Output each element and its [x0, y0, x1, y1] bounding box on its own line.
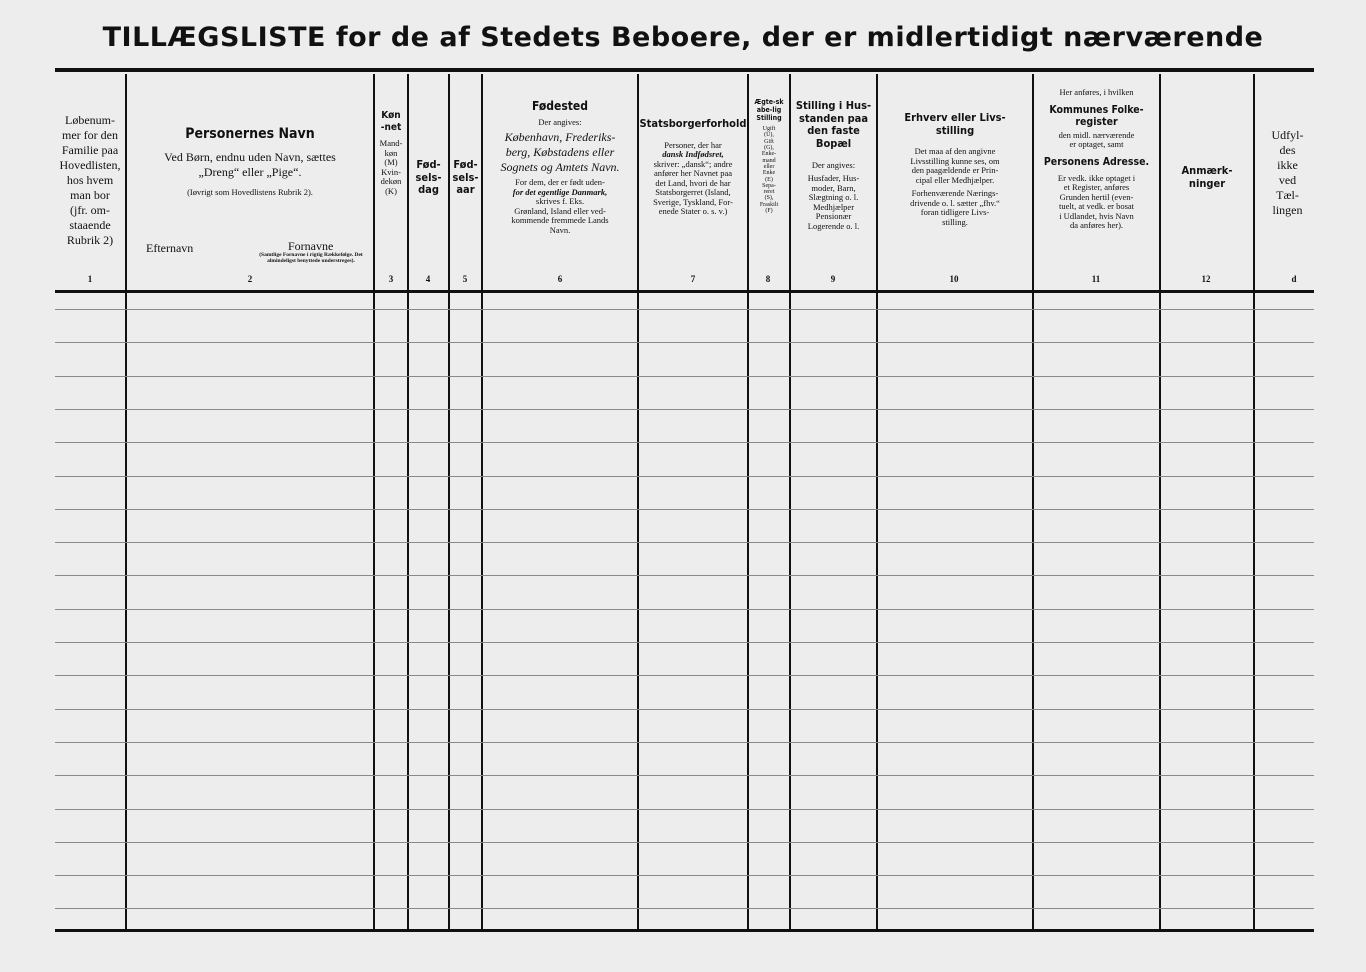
col10-text: cipal eller Medhjælper.	[915, 174, 995, 185]
column-7-header	[639, 118, 747, 238]
column-6-header	[483, 100, 637, 260]
col1-text: staaende	[69, 217, 111, 232]
col3-text: (M)	[384, 157, 398, 168]
entry-row-line	[55, 908, 1314, 909]
entry-row-line	[55, 542, 1314, 543]
col8-text: (G),	[764, 145, 774, 152]
col7-text: Sverige, Tyskland, For-	[653, 196, 733, 207]
entry-row-line	[55, 642, 1314, 643]
col3-heading: Køn-net	[380, 110, 402, 133]
entry-row-line	[55, 709, 1314, 710]
entry-row-line	[55, 309, 1314, 310]
column-number: 10	[949, 274, 959, 284]
col8-heading: Ægte-skabe-lig Stilling	[754, 98, 784, 123]
col7-text: Personer, der har	[664, 139, 722, 150]
col1-text: (jfr. om-	[70, 202, 110, 217]
col11-text: Her anføres, i hvilken	[1059, 88, 1134, 97]
col11-text: er optaget, samt	[1069, 139, 1124, 150]
col6-text: kommende fremmede Lands	[511, 215, 609, 226]
column-number: 6	[557, 274, 563, 284]
bottom-rule	[55, 929, 1314, 932]
col4-heading: Fød-sels-dag	[415, 158, 442, 197]
col7-text: dansk Indfødsret,	[662, 149, 724, 160]
col11-text: da anføres her).	[1069, 220, 1124, 231]
col9-text: Husfader, Hus-	[807, 173, 860, 184]
col7-heading: Statsborgerforhold	[639, 118, 747, 130]
col2-text: Ved Børn, endnu uden Navn, sættes	[164, 150, 336, 165]
column-number: 7	[690, 274, 696, 284]
column-1-header	[55, 80, 125, 280]
col6-text: Der angives:	[538, 116, 582, 127]
col9-text: Pensionær	[815, 211, 852, 222]
col10-text: stilling.	[942, 216, 968, 227]
column-number: 8	[765, 274, 771, 284]
col1-text: mer for den	[62, 127, 118, 142]
col8-text: (U),	[764, 132, 774, 139]
col8-text: Enke	[762, 170, 776, 177]
col6-text: berg, Købstadens eller	[505, 145, 615, 160]
col11-text: et Register, anføres	[1063, 182, 1130, 193]
col9-text: Der angives:	[811, 159, 856, 170]
entry-row-line	[55, 442, 1314, 443]
col10-text: foran tidligere Livs-	[920, 207, 990, 218]
col9-text: Logerende o. l.	[807, 220, 860, 231]
cold-text: Udfyl-	[1271, 128, 1304, 142]
cold-text: lingen	[1272, 203, 1303, 217]
column-number: 9	[830, 274, 836, 284]
col1-text: Rubrik 2)	[66, 232, 114, 247]
col2-firstname-label: Fornavne	[288, 239, 334, 253]
col8-text: mand	[762, 157, 776, 164]
col8-text: (F)	[765, 208, 773, 214]
col9-heading: Stilling i Hus-standen paa den faste Bopæl	[795, 100, 872, 150]
col11-text: tuelt, at vedk. er bosat	[1058, 201, 1135, 212]
col2-text: „Dreng“ eller „Pige“.	[198, 165, 302, 180]
col10-text: Forhenværende Nærings-	[911, 188, 999, 199]
column-number: 4	[425, 274, 431, 284]
col11-text: register	[1075, 115, 1118, 128]
column-10-header	[878, 112, 1032, 252]
col1-text: Hovedlisten,	[59, 157, 121, 172]
column-4-header	[409, 80, 448, 280]
column-number: 2	[247, 274, 253, 284]
entry-row-line	[55, 875, 1314, 876]
col10-text: drivende o. l. sætter „fhv.“	[910, 197, 1000, 208]
cold-text: ikke	[1277, 158, 1298, 172]
entry-row-line	[55, 575, 1314, 576]
entry-row-line	[55, 609, 1314, 610]
col2-text: (Iøvrigt som Hovedlistens Rubrik 2).	[187, 187, 313, 198]
col8-text: (E)	[765, 176, 773, 183]
entry-row-line	[55, 775, 1314, 776]
col2-surname-label: Efternavn	[146, 241, 194, 255]
entry-row-line	[55, 409, 1314, 410]
entry-row-line	[55, 476, 1314, 477]
col3-text: Kvin-	[381, 166, 401, 177]
column-3-header	[375, 110, 407, 240]
entry-row-line	[55, 809, 1314, 810]
col8-text: Sepa-	[762, 182, 776, 189]
col9-text: Slægtning o. l.	[808, 192, 859, 203]
column-number: 3	[388, 274, 394, 284]
col3-text: Mand-	[379, 138, 403, 148]
col10-heading: Erhverv eller Livs-stilling	[904, 112, 1006, 137]
col6-text: for det egentlige Danmark,	[512, 186, 608, 197]
entry-row-line	[55, 842, 1314, 843]
col8-text: Ugift	[762, 126, 776, 133]
col7-text: enede Stater o. s. v.)	[658, 206, 728, 217]
entry-row-line	[55, 675, 1314, 676]
col11-text: Grunden hertil (even-	[1059, 191, 1134, 202]
col8-text: Fraskilt	[759, 201, 779, 208]
col11-text: Personens Adresse.	[1043, 155, 1150, 168]
col5-heading: Fød-sels-aar	[452, 158, 479, 197]
column-8-header	[749, 98, 789, 264]
cold-text: Tæl-	[1276, 188, 1299, 202]
column-number: 1	[87, 274, 93, 284]
column-d-header	[1255, 100, 1320, 260]
col2-heading: Personernes Navn	[185, 126, 315, 142]
column-2-header	[127, 100, 373, 250]
col7-text: skriver: „dansk“; andre	[653, 158, 733, 169]
column-number: 5	[462, 274, 468, 284]
column-11-header	[1034, 88, 1159, 268]
col7-text: anfører her Navnet paa	[653, 168, 733, 179]
col2-firstname-note: (Samtlige Fornavne i rigtig Rækkefølge. Det almindeligst benyttede understreges).	[259, 252, 363, 264]
col8-text: Gift	[764, 138, 774, 145]
col6-text: skrives f. Eks.	[535, 196, 585, 207]
col3-text: køn	[384, 147, 398, 158]
column-12-header	[1161, 80, 1253, 280]
col6-heading: Fødested	[531, 100, 588, 113]
entry-row-line	[55, 376, 1314, 377]
col9-text: moder, Barn,	[811, 182, 856, 193]
column-5-header	[450, 80, 481, 280]
col10-text: Det maa af den angivne	[914, 146, 996, 157]
entry-row-line	[55, 509, 1314, 510]
header-rule	[55, 290, 1314, 293]
col11-text: Kommunes Folke-	[1049, 103, 1144, 116]
col6-text: Sognets og Amtets Navn.	[500, 160, 620, 175]
col6-text: For dem, der er født uden-	[515, 177, 605, 188]
col11-text: i Udlandet, hvis Navn	[1059, 210, 1134, 221]
col11-text: den midl. nærværende	[1058, 129, 1135, 140]
col3-text: dekøn	[380, 176, 402, 187]
entry-row-line	[55, 342, 1314, 343]
column-number: d	[1291, 274, 1297, 284]
col8-text: (S),	[764, 195, 774, 202]
col8-text: eller	[763, 163, 775, 170]
column-9-header	[791, 100, 876, 260]
col6-text: Navn.	[549, 224, 571, 235]
top-rule	[55, 68, 1314, 72]
col10-text: Livsstilling kunne ses, om	[910, 155, 1000, 166]
col8-text: reret	[763, 189, 775, 196]
col6-text: Grønland, Island eller ved-	[514, 205, 606, 216]
col7-text: Statsborgerret (Island,	[655, 187, 731, 198]
col8-text: Enke-	[761, 151, 777, 158]
cold-text: ved	[1278, 173, 1297, 187]
col1-text: man bor	[70, 187, 110, 202]
col3-text: (K)	[385, 185, 397, 196]
entry-row-line	[55, 742, 1314, 743]
col9-text: Medhjælper	[812, 201, 855, 212]
col6-text: København, Frederiks-	[504, 130, 616, 145]
column-number: 12	[1201, 274, 1211, 284]
col11-text: Er vedk. ikke optaget i	[1057, 172, 1136, 183]
col7-text: det Land, hvori de har	[655, 177, 731, 188]
col10-text: den paagældende er Prin-	[911, 165, 999, 176]
page-title: TILLÆGSLISTE for de af Stedets Beboere, der er midlertidigt nærværende	[102, 22, 1264, 53]
col12-heading: Anmærk-ninger	[1181, 164, 1233, 190]
cold-text: des	[1279, 143, 1296, 157]
col1-text: Familie paa	[61, 142, 119, 157]
col1-text: Løbenum-	[65, 112, 115, 127]
col1-text: hos hvem	[66, 172, 114, 187]
column-number: 11	[1091, 274, 1101, 284]
